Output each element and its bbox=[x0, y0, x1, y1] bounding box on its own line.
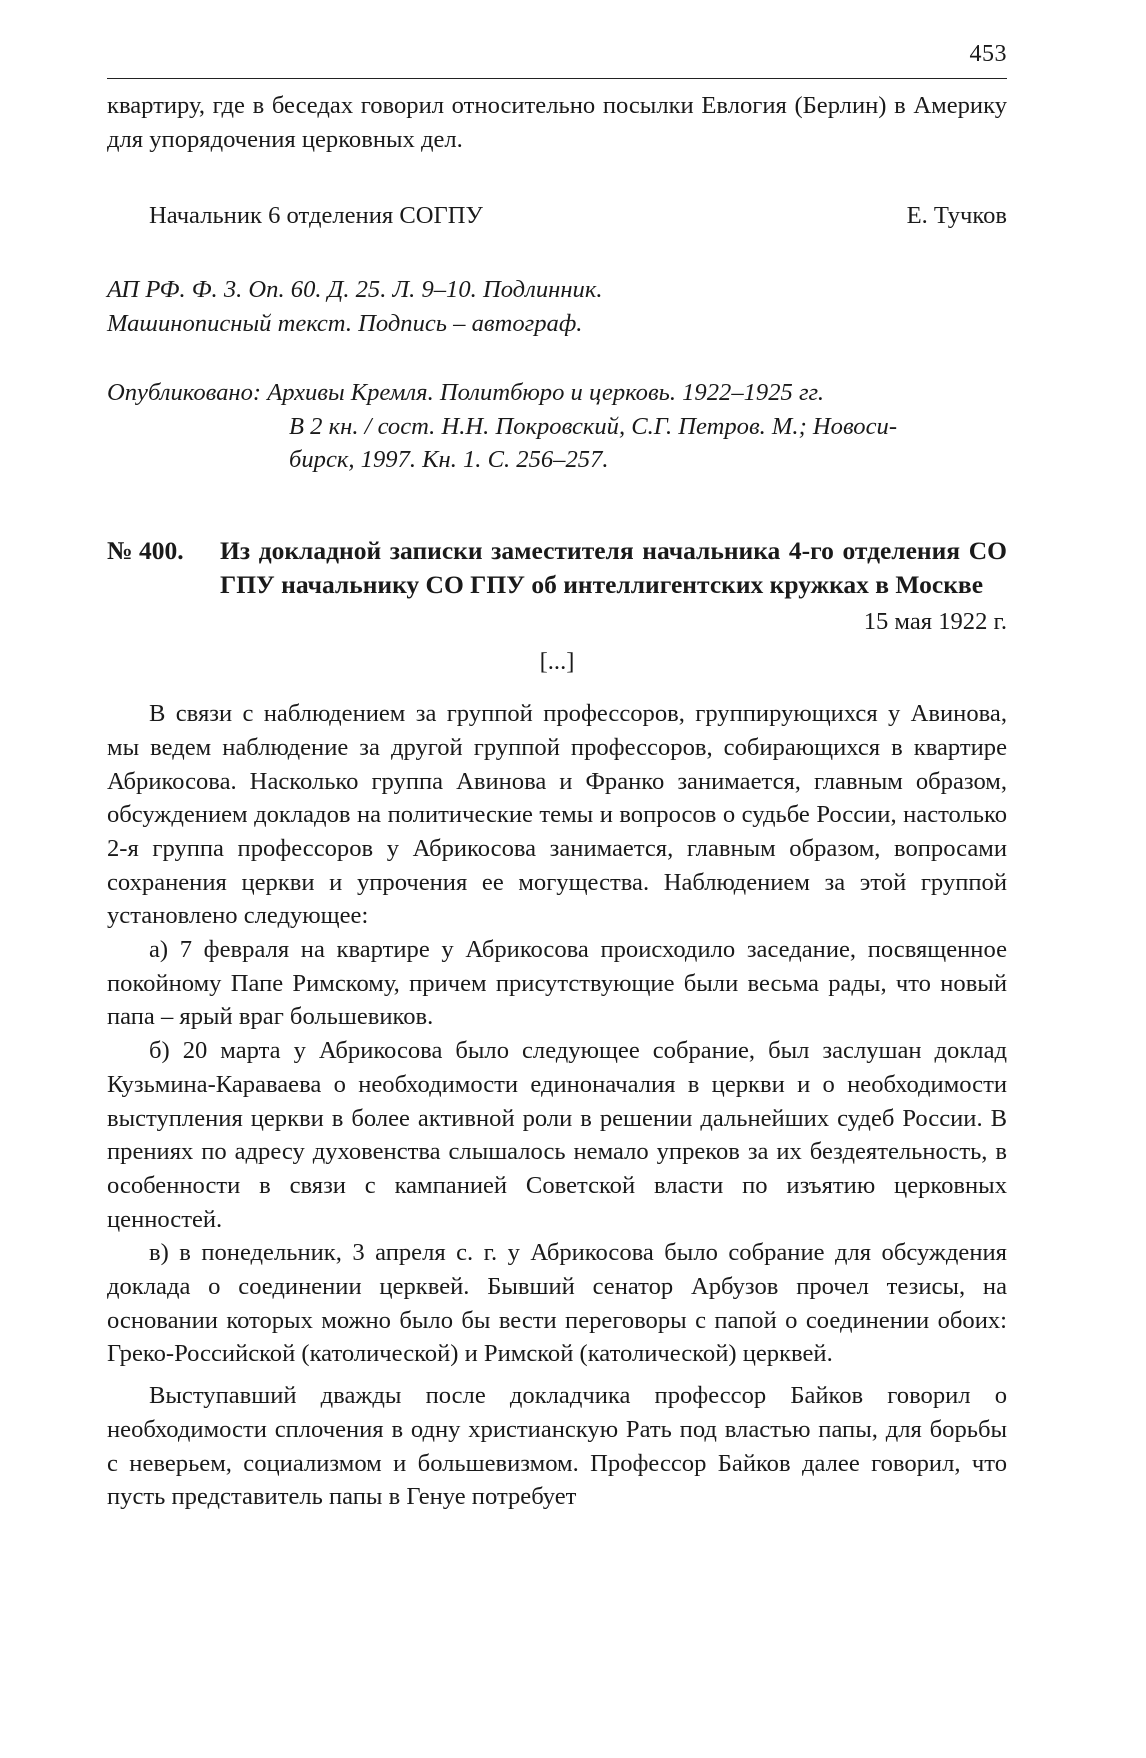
publication-line-3: бирск, 1997. Кн. 1. С. 256–257. bbox=[289, 446, 609, 474]
publication-line-2: В 2 кн. / сост. Н.Н. Покровский, С.Г. Петров. М.; Новоси- bbox=[289, 412, 898, 440]
continuation-paragraph: квартиру, где в беседах говорил относительно посылки Евлогия (Берлин) в Америку для упорядочения церковных дел. bbox=[107, 92, 1007, 153]
publication-reference bbox=[107, 376, 1007, 477]
body-paragraph-3: б) 20 марта у Абрикосова было следующее собрание, был заслушан доклад Кузьмина-Караваева о необходимости единоначалия в церкви и о необходимости выступления церкви в более активной роли в решении дальнейших судеб России. В прениях по адресу духовенства слышалось немало упреков за их бездеятельность, в особенности в связи с кампанией Советской власти по изъятию церковных ценностей. bbox=[107, 1037, 1007, 1233]
signature-block bbox=[107, 199, 1007, 233]
publication-line-1: Архивы Кремля. Политбюро и церковь. 1922–1925 гг. bbox=[267, 378, 824, 406]
body-paragraph-5: Выступавший дважды после докладчика профессор Байков говорил о необходимости сплочения в одну христианскую Рать под властью папы, для борьбы с неверьем, социализмом и большевизмом. Профессор Байков далее говорил, что пусть представитель папы в Генуе потребует bbox=[107, 1382, 1007, 1511]
signature-name: Е. Тучков bbox=[906, 202, 1007, 230]
book-page bbox=[107, 40, 1007, 1514]
body-paragraph-2: а) 7 февраля на квартире у Абрикосова происходило заседание, посвященное покойному Папе Римскому, причем присутствующие были весьма рады, что новый папа – ярый враг большевиков. bbox=[107, 936, 1007, 1031]
document-title: Из докладной записки заместителя начальника 4-го отделения СО ГПУ начальнику СО ГПУ об интеллигентских кружках в Москве bbox=[220, 535, 1007, 599]
publication-label: Опубликовано: bbox=[107, 378, 262, 406]
page-number: 453 bbox=[107, 40, 1007, 79]
archive-line-1: АП РФ. Ф. 3. Оп. 60. Д. 25. Л. 9–10. Подлинник. bbox=[107, 276, 603, 304]
archive-line-2: Машинописный текст. Подпись – автограф. bbox=[107, 310, 583, 338]
omission-mark: [...] bbox=[539, 648, 575, 676]
document-number: № 400. bbox=[107, 535, 184, 565]
archive-reference bbox=[107, 273, 1007, 340]
body-paragraph-4: в) в понедельник, 3 апреля с. г. у Абрикосова было собрание для обсуждения доклада о соединении церквей. Бывший сенатор Арбузов прочел тезисы, на основании которых можно было бы вести переговоры с папой о соединении обоих: Греко-Российской (католической) и Римской (католической) церквей. bbox=[107, 1239, 1007, 1368]
document-date: 15 мая 1922 г. bbox=[863, 608, 1007, 636]
document-heading bbox=[107, 534, 1007, 601]
signature-position: Начальник 6 отделения СОГПУ bbox=[149, 202, 483, 230]
body-paragraph-1: В связи с наблюдением за группой профессоров, группирующихся у Авинова, мы ведем наблюдение за другой группой профессоров, собирающихся в квартире Абрикосова. Насколько группа Авинова и Франко занимается, главным образом, обсуждением докладов на политические темы и вопросов о судьбе России, настолько 2-я группа профессоров у Абрикосова занимается, главным образом, вопросами сохранения церкви и упрочения ее могущества. Наблюдением за этой группой установлено следующее: bbox=[107, 700, 1007, 930]
